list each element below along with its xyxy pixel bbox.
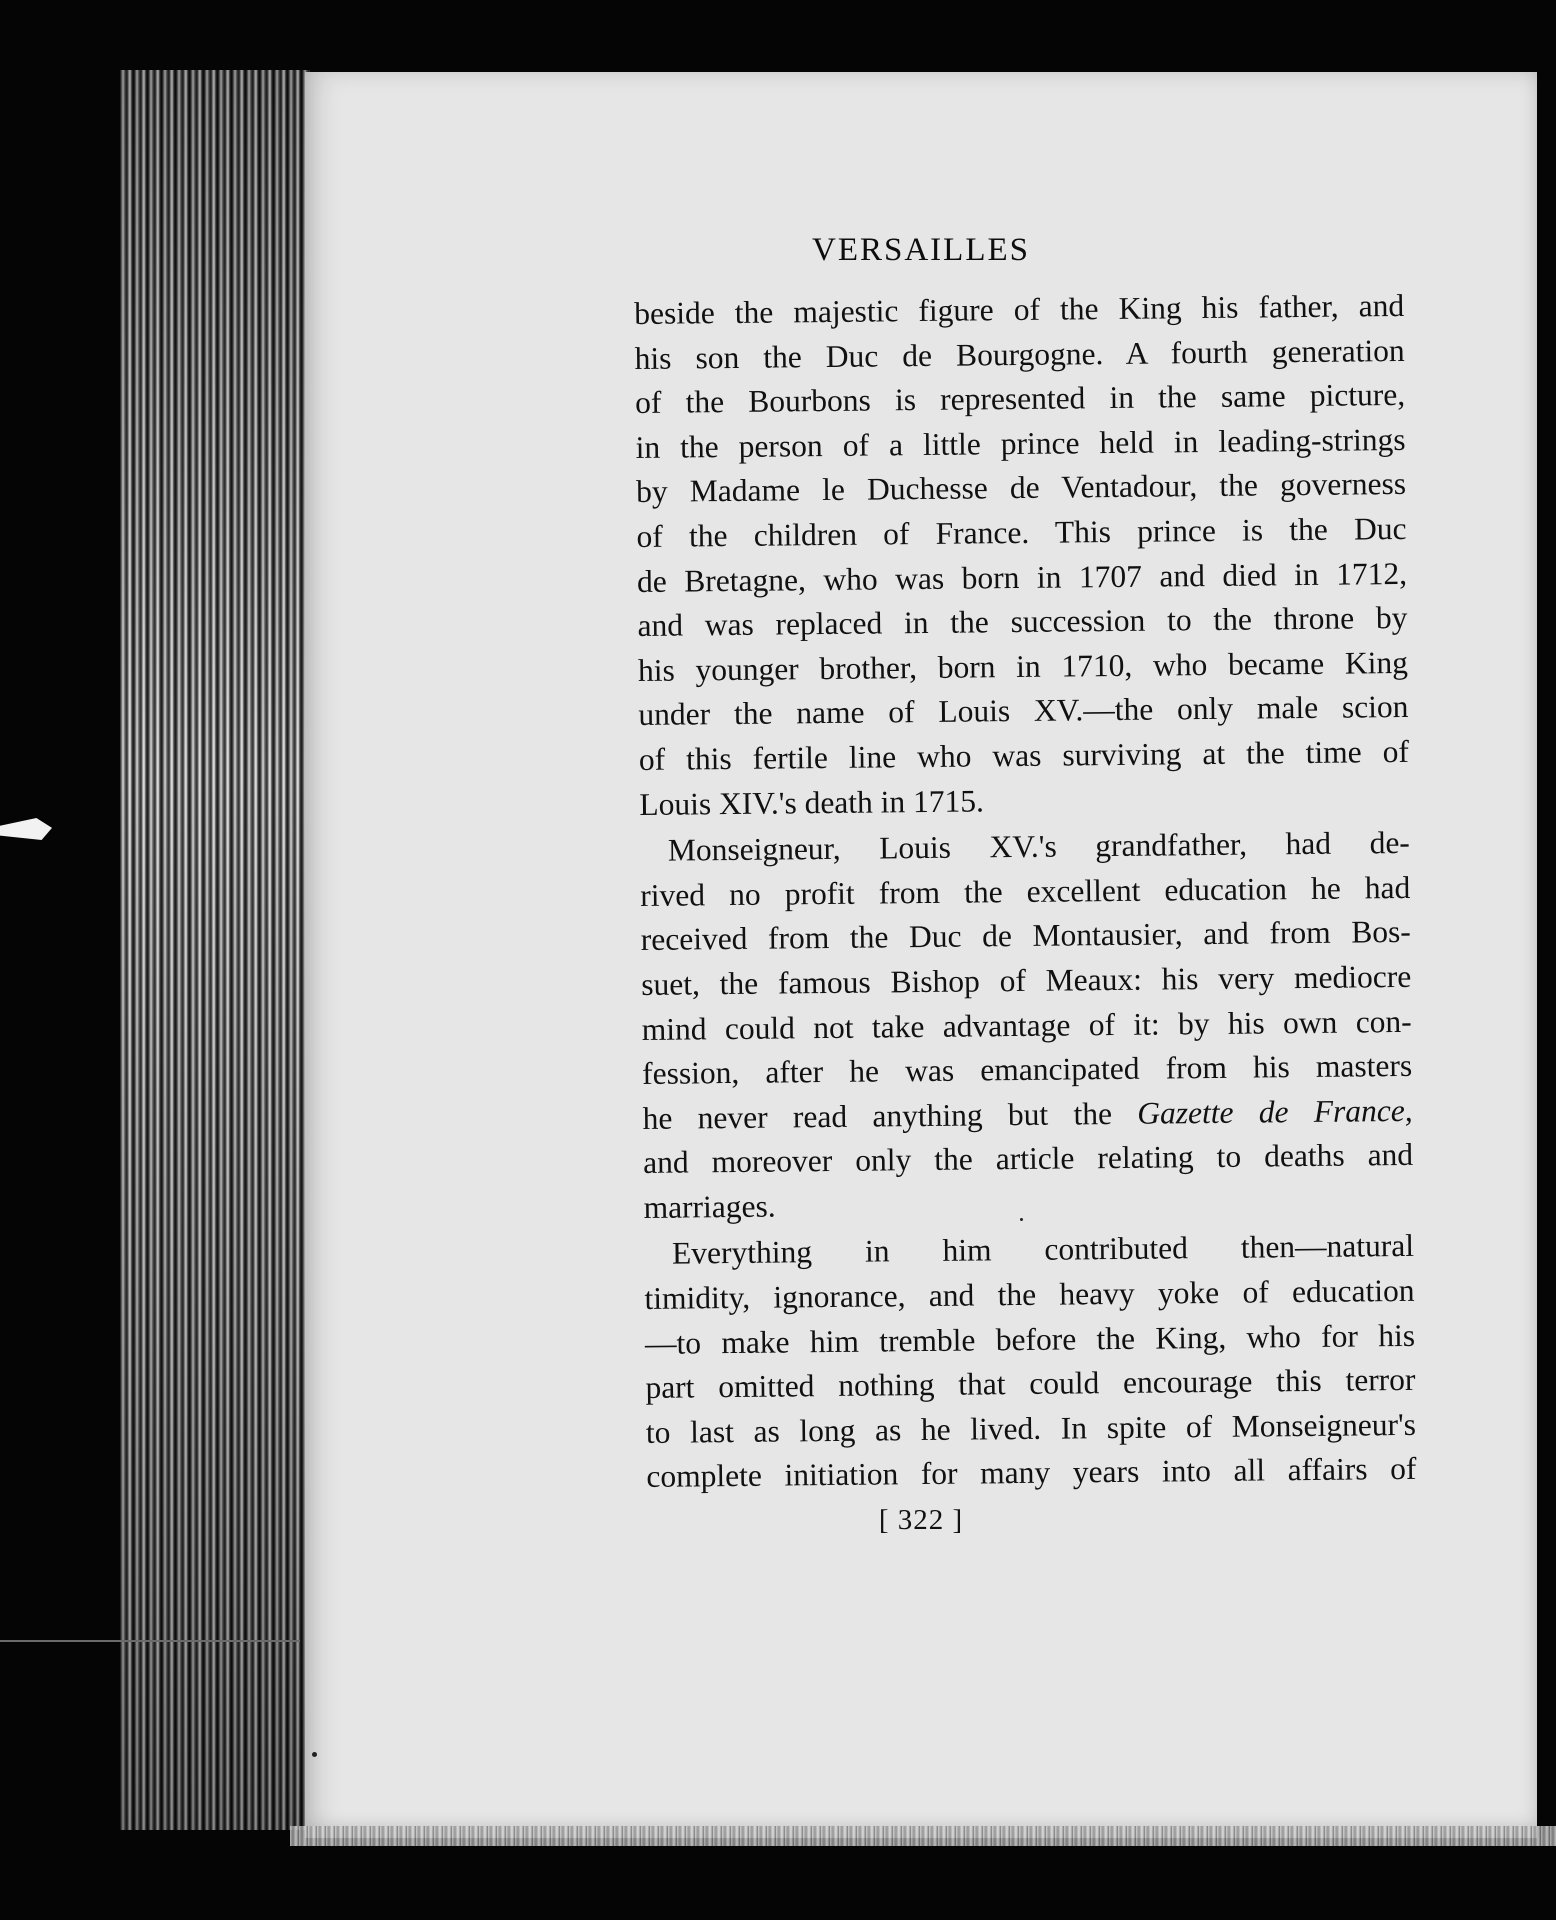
text-line: complete initiation for many years into all affairs of <box>646 1451 1417 1495</box>
page-number: [ 322 ] <box>878 1504 964 1536</box>
text-line: his younger brother, born in 1710, who became King <box>637 644 1409 688</box>
text-line: in the person of a little prince held in leading-strings <box>635 421 1406 465</box>
scanner-line <box>0 1640 300 1642</box>
text-line: Louis XIV.'s death in 1715. <box>639 782 985 822</box>
text-line: Monseigneur, Louis XV.'s grandfather, had de- <box>667 825 1410 868</box>
speck <box>312 1752 317 1757</box>
text-line: received from the Duc de Montausier, and from Bos- <box>640 914 1411 958</box>
text-line: fession, after he was emancipated from his masters <box>642 1047 1413 1092</box>
text-line: of this fertile line who was surviving at the time of <box>638 733 1410 777</box>
text-line: to last as long as he lived. In spite of Monseigneur's <box>645 1406 1417 1450</box>
text-line: part omitted nothing that could encourage this terror <box>645 1362 1416 1406</box>
text-line: suet, the famous Bishop of Meaux: his very mediocre <box>641 958 1412 1002</box>
body-text <box>634 284 1417 1500</box>
text-line: his son the Duc de Bourgogne. A fourth generation <box>634 332 1405 376</box>
paragraph <box>644 1224 1417 1500</box>
text-line: marriages. <box>643 1188 776 1225</box>
text-line: timidity, ignorance, and the heavy yoke of education <box>644 1272 1415 1317</box>
book-page-edges <box>120 70 310 1830</box>
text-line: beside the majestic figure of the King his father, and <box>634 287 1405 331</box>
running-head: VERSAILLES <box>812 232 1030 268</box>
italic-title: Gazette de France, <box>1137 1092 1413 1131</box>
scanner-marker <box>0 818 52 840</box>
text-line: under the name of Louis XV.—the only male scion <box>638 689 1409 733</box>
text-line: and was replaced in the succession to the throne by <box>637 600 1408 644</box>
text-line: Everything in him contributed then—natural <box>671 1228 1415 1272</box>
text-line: mind could not take advantage of it: by his own con- <box>641 1003 1412 1047</box>
paragraph <box>634 284 1410 827</box>
text-line: rived no profit from the excellent education he had <box>640 869 1411 913</box>
text-line: and moreover only the article relating to deaths and <box>642 1137 1414 1181</box>
text-line: by Madame le Duchesse de Ventadour, the governess <box>635 466 1407 510</box>
text-line: of the Bourbons is represented in the same picture, <box>634 377 1406 421</box>
text-line: —to make him tremble before the King, who for his <box>644 1317 1416 1361</box>
text-line: de Bretagne, who was born in 1707 and died in 1712, <box>636 555 1408 599</box>
text-line: of the children of France. This prince is the Duc <box>636 510 1407 554</box>
text-line-with-italic: he never read anything but the Gazette de France, <box>642 1092 1413 1136</box>
page-bottom-edge <box>290 1826 1556 1846</box>
paragraph <box>640 821 1414 1230</box>
